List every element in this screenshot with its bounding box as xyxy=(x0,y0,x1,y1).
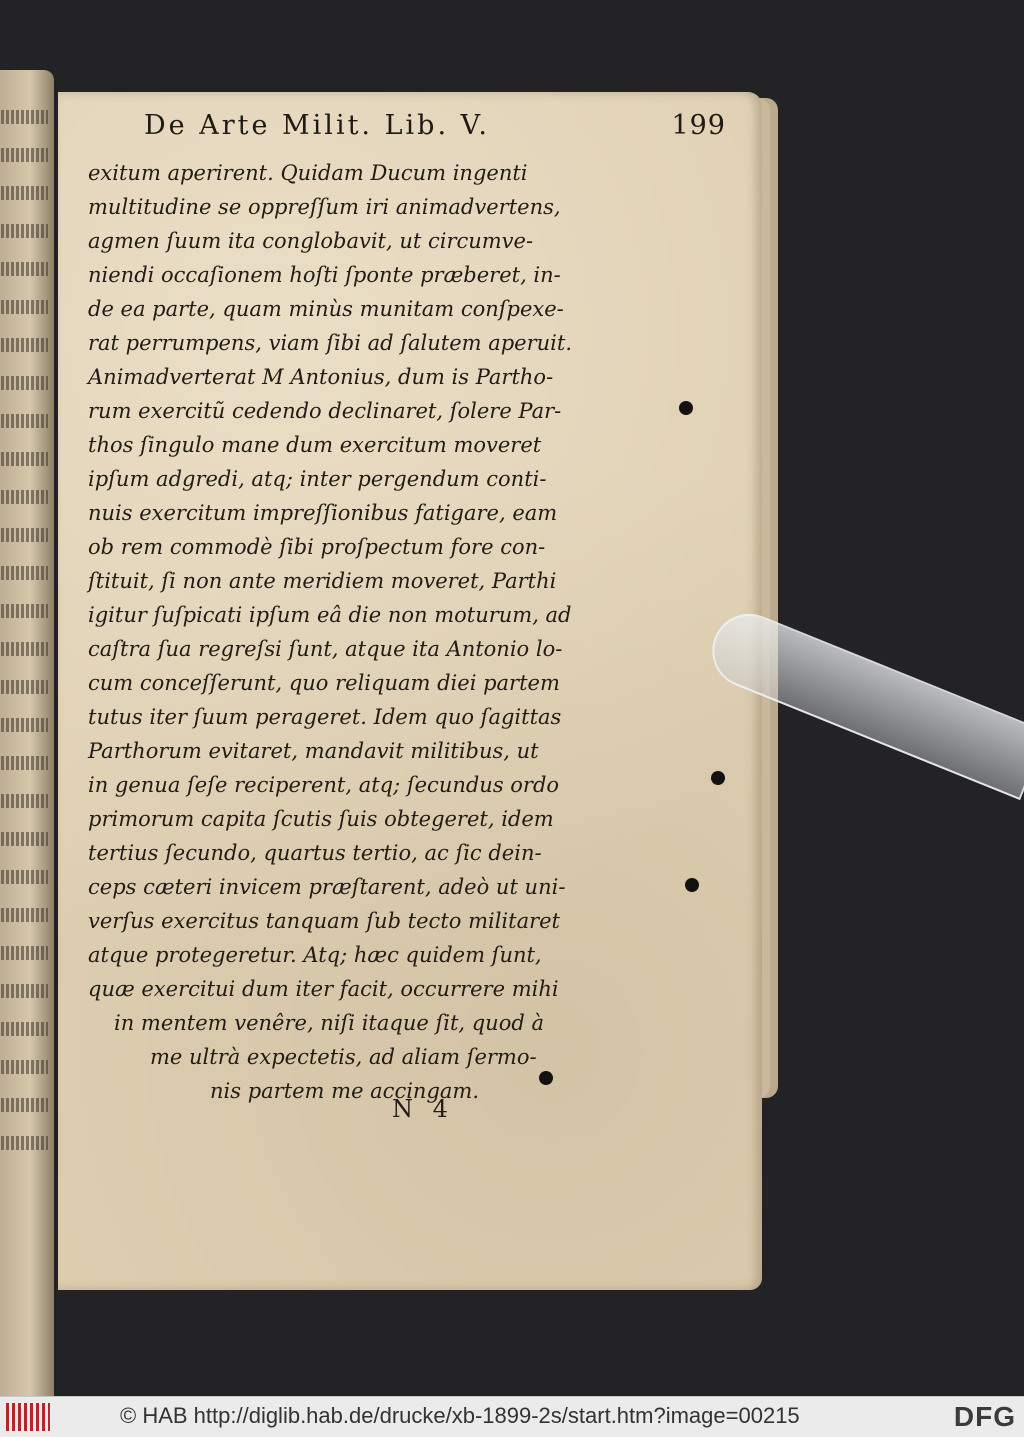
text-line: quæ exercitui dum iter facit, occurrere mihi xyxy=(88,977,559,1001)
text-line: primorum capita ſcutis ſuis obtegeret, idem xyxy=(88,807,554,831)
book-page xyxy=(58,92,762,1290)
text-line: nis partem me accingam. xyxy=(210,1079,480,1103)
dfg-logo: DFG xyxy=(953,1401,1016,1432)
page-number: 199 xyxy=(671,110,726,141)
punch-hole xyxy=(711,771,725,785)
text-line: multitudine se oppreſſum iri animadvertens, xyxy=(88,195,561,219)
text-line: ob rem commodè ſibi proſpectum fore con- xyxy=(88,535,546,559)
punch-hole xyxy=(685,878,699,892)
punch-hole xyxy=(679,401,693,415)
text-line: ſtituit, ſi non ante meridiem moveret, Parthi xyxy=(88,569,557,593)
text-line: thos ſingulo mane dum exercitum moveret xyxy=(88,433,542,457)
header-title: De Arte Milit. Lib. V. xyxy=(144,110,490,141)
signature-mark: N 4 xyxy=(392,1095,454,1123)
text-line: Parthorum evitaret, mandavit militibus, ut xyxy=(88,739,539,763)
facing-page-edge xyxy=(0,70,54,1396)
body-text xyxy=(88,156,648,1108)
text-line: Animadverterat M Antonius, dum is Partho- xyxy=(88,365,554,389)
text-line: niendi occaſionem hoſti ſponte præberet, in- xyxy=(88,263,561,287)
text-line: me ultrà expectetis, ad aliam ſermo- xyxy=(150,1045,537,1069)
text-line: in genua ſeſe reciperent, atq; ſecundus ordo xyxy=(88,773,560,797)
viewer-footer xyxy=(0,1396,1024,1437)
text-line: rat perrumpens, viam ſibi ad ſalutem aperuit. xyxy=(88,331,573,355)
text-line: tutus iter ſuum perageret. Idem quo ſagittas xyxy=(88,705,562,729)
text-line: rum exercitũ cedendo declinaret, ſolere Par- xyxy=(88,399,562,423)
text-line: nuis exercitum impreſſionibus fatigare, eam xyxy=(88,501,558,525)
text-line: cum conceſſerunt, quo reliquam diei partem xyxy=(88,671,560,695)
text-line: agmen ſuum ita conglobavit, ut circumve- xyxy=(88,229,534,253)
hab-barcode-logo-icon xyxy=(6,1403,50,1431)
punch-hole xyxy=(539,1071,553,1085)
text-line: igitur ſuſpicati ipſum eâ die non moturum, ad xyxy=(88,603,572,627)
text-line: atque protegeretur. Atq; hæc quidem ſunt, xyxy=(88,943,542,967)
text-line: de ea parte, quam minùs munitam conſpexe- xyxy=(88,297,564,321)
text-line: caſtra ſua regreſsi ſunt, atque ita Antonio lo- xyxy=(88,637,563,661)
text-line: verſus exercitus tanquam ſub tecto militaret xyxy=(88,909,560,933)
text-line: exitum aperirent. Quidam Ducum ingenti xyxy=(88,161,528,185)
running-header xyxy=(144,110,744,150)
text-line: tertius ſecundo, quartus tertio, ac ſic dein- xyxy=(88,841,542,865)
text-line: ceps cæteri invicem præſtarent, adeò ut uni- xyxy=(88,875,566,899)
text-line: in mentem venêre, niſi itaque ſit, quod à xyxy=(114,1011,544,1035)
footer-citation-link[interactable]: © HAB http://diglib.hab.de/drucke/xb-1899-2s/start.htm?image=00215 xyxy=(120,1403,800,1428)
text-line: ipſum adgredi, atq; inter pergendum conti- xyxy=(88,467,547,491)
